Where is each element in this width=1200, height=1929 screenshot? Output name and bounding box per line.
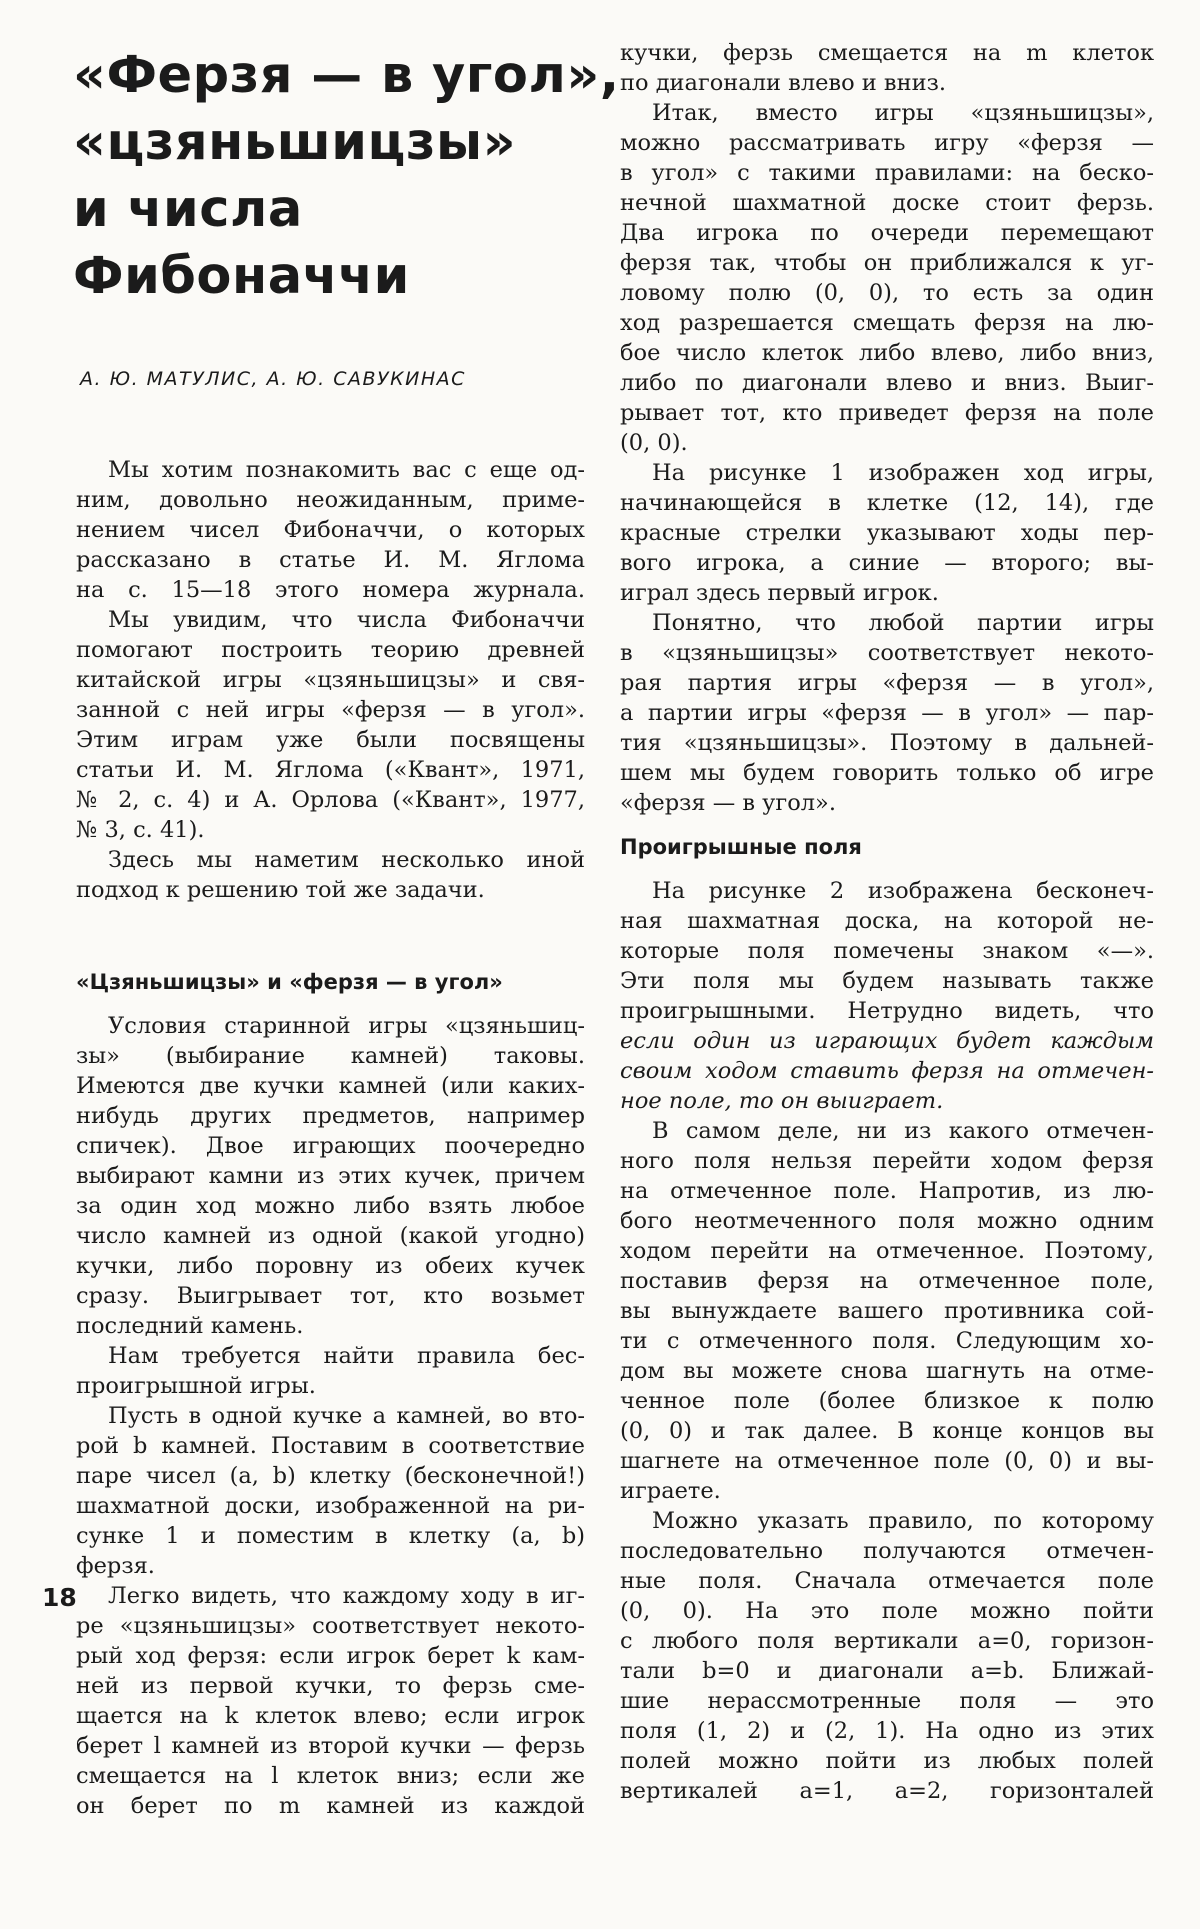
text-line: Итак, вместо игры «цзяньшицзы», (652, 100, 1154, 126)
text-line: ферзя. (76, 1553, 155, 1579)
text-line: число камней из одной (какой угодно) (76, 1223, 585, 1249)
text-line: бого неотмеченного поля можно одним (620, 1208, 1154, 1234)
text-line: рая партия игры «ферзя — в угол», (620, 670, 1154, 696)
text-line: китайской игры «цзяньшицзы» и свя- (76, 667, 585, 693)
text-line: (0, 0). (620, 430, 688, 456)
text-line: рый ход ферзя: если игрок берет k кам- (76, 1643, 585, 1669)
text-line: тали b=0 и диагонали a=b. Ближай- (620, 1658, 1154, 1684)
text-line: Мы увидим, что числа Фибоначчи (108, 607, 585, 633)
text-line: ход разрешается смещать ферзя на лю- (620, 310, 1154, 336)
text-line: а партии игры «ферзя — в угол» — пар- (620, 700, 1154, 726)
text-line: за один ход можно либо взять любое (76, 1193, 585, 1219)
text-line: помогают построить теорию древней (76, 637, 585, 663)
text-line: тия «цзяньшицзы». Поэтому в дальней- (620, 730, 1154, 756)
text-line: Пусть в одной кучке a камней, во вто- (108, 1403, 585, 1429)
text-line: последовательно получаются отмечен- (620, 1538, 1154, 1564)
text-line: Этим играм уже были посвящены (76, 727, 585, 753)
text-line: паре чисел (a, b) клетку (бесконечной!) (76, 1463, 585, 1489)
text-line: зы» (выбирание камней) таковы. (76, 1043, 585, 1069)
text-line: красные стрелки указывают ходы пер- (620, 520, 1154, 546)
text-line: нечной шахматной доске стоит ферзь. (620, 190, 1154, 216)
text-line: вы вынуждаете вашего противника сой- (620, 1298, 1154, 1324)
text-line: шие нерассмотренные поля — это (620, 1688, 1154, 1714)
text-line: поля (1, 2) и (2, 1). На одно из этих (620, 1718, 1154, 1744)
text-line: ного поля нельзя перейти ходом ферзя (620, 1148, 1154, 1174)
text-line: рывает тот, кто приведет ферзя на поле (620, 400, 1154, 426)
text-line: своим ходом ставить ферзя на отмечен- (620, 1058, 1154, 1084)
text-line: сразу. Выигрывает тот, кто возьмет (76, 1283, 585, 1309)
text-line: ченное поле (более близкое к полю (620, 1388, 1154, 1414)
text-line: в угол» с такими правилами: на беско- (620, 160, 1154, 186)
section-heading: «Цзяньшицзы» и «ферзя — в угол» (76, 970, 503, 994)
text-line: полей можно пойти из любых полей (620, 1748, 1154, 1774)
text-line: можно рассматривать игру «ферзя — (620, 130, 1154, 156)
text-line: Можно указать правило, по которому (652, 1508, 1154, 1534)
page-number: 18 (42, 1583, 77, 1612)
text-line: дом вы можете снова шагнуть на отме- (620, 1358, 1154, 1384)
text-line: выбирают камни из этих кучек, причем (76, 1163, 585, 1189)
text-line: нибудь других предметов, например (76, 1103, 585, 1129)
text-line: либо по диагонали влево и вниз. Выиг- (620, 370, 1154, 396)
text-line: играл здесь первый игрок. (620, 580, 939, 606)
paragraph-gap (620, 818, 1154, 832)
text-line: он берет по m камней из каждой (76, 1793, 585, 1819)
text-line: ное поле, то он выиграет. (620, 1088, 944, 1114)
paragraph-gap (620, 862, 1154, 876)
text-line: Условия старинной игры «цзяньшиц- (108, 1013, 585, 1039)
text-line: Нам требуется найти правила бес- (108, 1343, 585, 1369)
text-line: бое число клеток либо влево, либо вниз, (620, 340, 1154, 366)
text-line: вого игрока, а синие — второго; вы- (620, 550, 1154, 576)
text-line: (0, 0). На это поле можно пойти (620, 1598, 1154, 1624)
text-line: на с. 15—18 этого номера журнала. (76, 577, 585, 603)
text-line: спичек). Двое играющих поочередно (76, 1133, 585, 1159)
text-line: кучки, ферзь смещается на m клеток (620, 40, 1154, 66)
paragraph-gap (76, 905, 585, 967)
text-line: в «цзяньшицзы» соответствует некото- (620, 640, 1154, 666)
text-line: Эти поля мы будем называть также (620, 968, 1154, 994)
text-line: поставив ферзя на отмеченное поле, (620, 1268, 1154, 1294)
text-line: ней из первой кучки, то ферзь сме- (76, 1673, 585, 1699)
text-line: шагнете на отмеченное поле (0, 0) и вы- (620, 1448, 1154, 1474)
text-line: ним, довольно неожиданным, приме- (76, 487, 585, 513)
right-text-column (620, 38, 1154, 1806)
text-line: Имеются две кучки камней (или каких- (76, 1073, 585, 1099)
text-line: Мы хотим познакомить вас с еще од- (108, 457, 585, 483)
text-line: ти с отмеченного поля. Следующим хо- (620, 1328, 1154, 1354)
text-line: сунке 1 и поместим в клетку (a, b) (76, 1523, 585, 1549)
text-line: ная шахматная доска, на которой не- (620, 908, 1154, 934)
text-line: шем мы будем говорить только об игре (620, 760, 1154, 786)
text-line: Легко видеть, что каждому ходу в иг- (108, 1583, 585, 1609)
text-line: кучки, либо поровну из обеих кучек (76, 1253, 585, 1279)
text-line: Здесь мы наметим несколько иной (108, 847, 585, 873)
text-line: начинающейся в клетке (12, 14), где (620, 490, 1154, 516)
text-line: На рисунке 2 изображена бесконеч- (652, 878, 1154, 904)
text-line: последний камень. (76, 1313, 304, 1339)
text-line: № 2, с. 4) и А. Орлова («Квант», 1977, (76, 787, 585, 813)
section-heading: Проигрышные поля (620, 835, 862, 859)
text-line: щается на k клеток влево; если игрок (76, 1703, 585, 1729)
article-title (73, 42, 620, 310)
title-line: «цзяньшицзы» (73, 113, 517, 172)
text-line: вертикалей a=1, a=2, горизонталей (620, 1778, 1154, 1804)
title-line: Фибоначчи (73, 247, 410, 306)
text-line: по диагонали влево и вниз. (620, 70, 947, 96)
text-line: статьи И. М. Яглома («Квант», 1971, (76, 757, 585, 783)
title-line: «Ферзя — в угол», (73, 46, 620, 105)
text-line: ные поля. Сначала отмечается поле (620, 1568, 1154, 1594)
text-line: ферзя так, чтобы он приближался к уг- (620, 250, 1154, 276)
text-line: шахматной доски, изображенной на ри- (76, 1493, 585, 1519)
text-line: На рисунке 1 изображен ход игры, (652, 460, 1154, 486)
text-line: на отмеченное поле. Напротив, из лю- (620, 1178, 1154, 1204)
text-line: берет l камней из второй кучки — ферзь (76, 1733, 585, 1759)
article-authors: А. Ю. МАТУЛИС, А. Ю. САВУКИНАС (80, 368, 466, 390)
text-line: если один из играющих будет каждым (620, 1028, 1154, 1054)
text-line: В самом деле, ни из какого отмечен- (652, 1118, 1154, 1144)
left-text-column (76, 455, 585, 1821)
text-line: (0, 0) и так далее. В конце концов вы (620, 1418, 1154, 1444)
text-line: ловому полю (0, 0), то есть за один (620, 280, 1154, 306)
text-line: ходом перейти на отмеченное. Поэтому, (620, 1238, 1154, 1264)
text-line: подход к решению той же задачи. (76, 877, 485, 903)
paragraph-gap (76, 997, 585, 1011)
text-line: ре «цзяньшицзы» соответствует некото- (76, 1613, 585, 1639)
text-line: рассказано в статье И. М. Яглома (76, 547, 585, 573)
text-line: с любого поля вертикали a=0, горизон- (620, 1628, 1154, 1654)
text-line: Понятно, что любой партии игры (652, 610, 1154, 636)
text-line: смещается на l клеток вниз; если же (76, 1763, 585, 1789)
text-line: играете. (620, 1478, 721, 1504)
text-line: занной с ней игры «ферзя — в угол». (76, 697, 585, 723)
text-line: № 3, с. 41). (76, 817, 205, 843)
text-line: «ферзя — в угол». (620, 790, 836, 816)
title-line: и числа (73, 180, 303, 239)
text-line: Два игрока по очереди перемещают (620, 220, 1154, 246)
text-line: проигрышными. Нетрудно видеть, что (620, 998, 1154, 1024)
text-line: проигрышной игры. (76, 1373, 316, 1399)
text-line: которые поля помечены знаком «—». (620, 938, 1154, 964)
text-line: рой b камней. Поставим в соответствие (76, 1433, 585, 1459)
text-line: нением чисел Фибоначчи, о которых (76, 517, 585, 543)
